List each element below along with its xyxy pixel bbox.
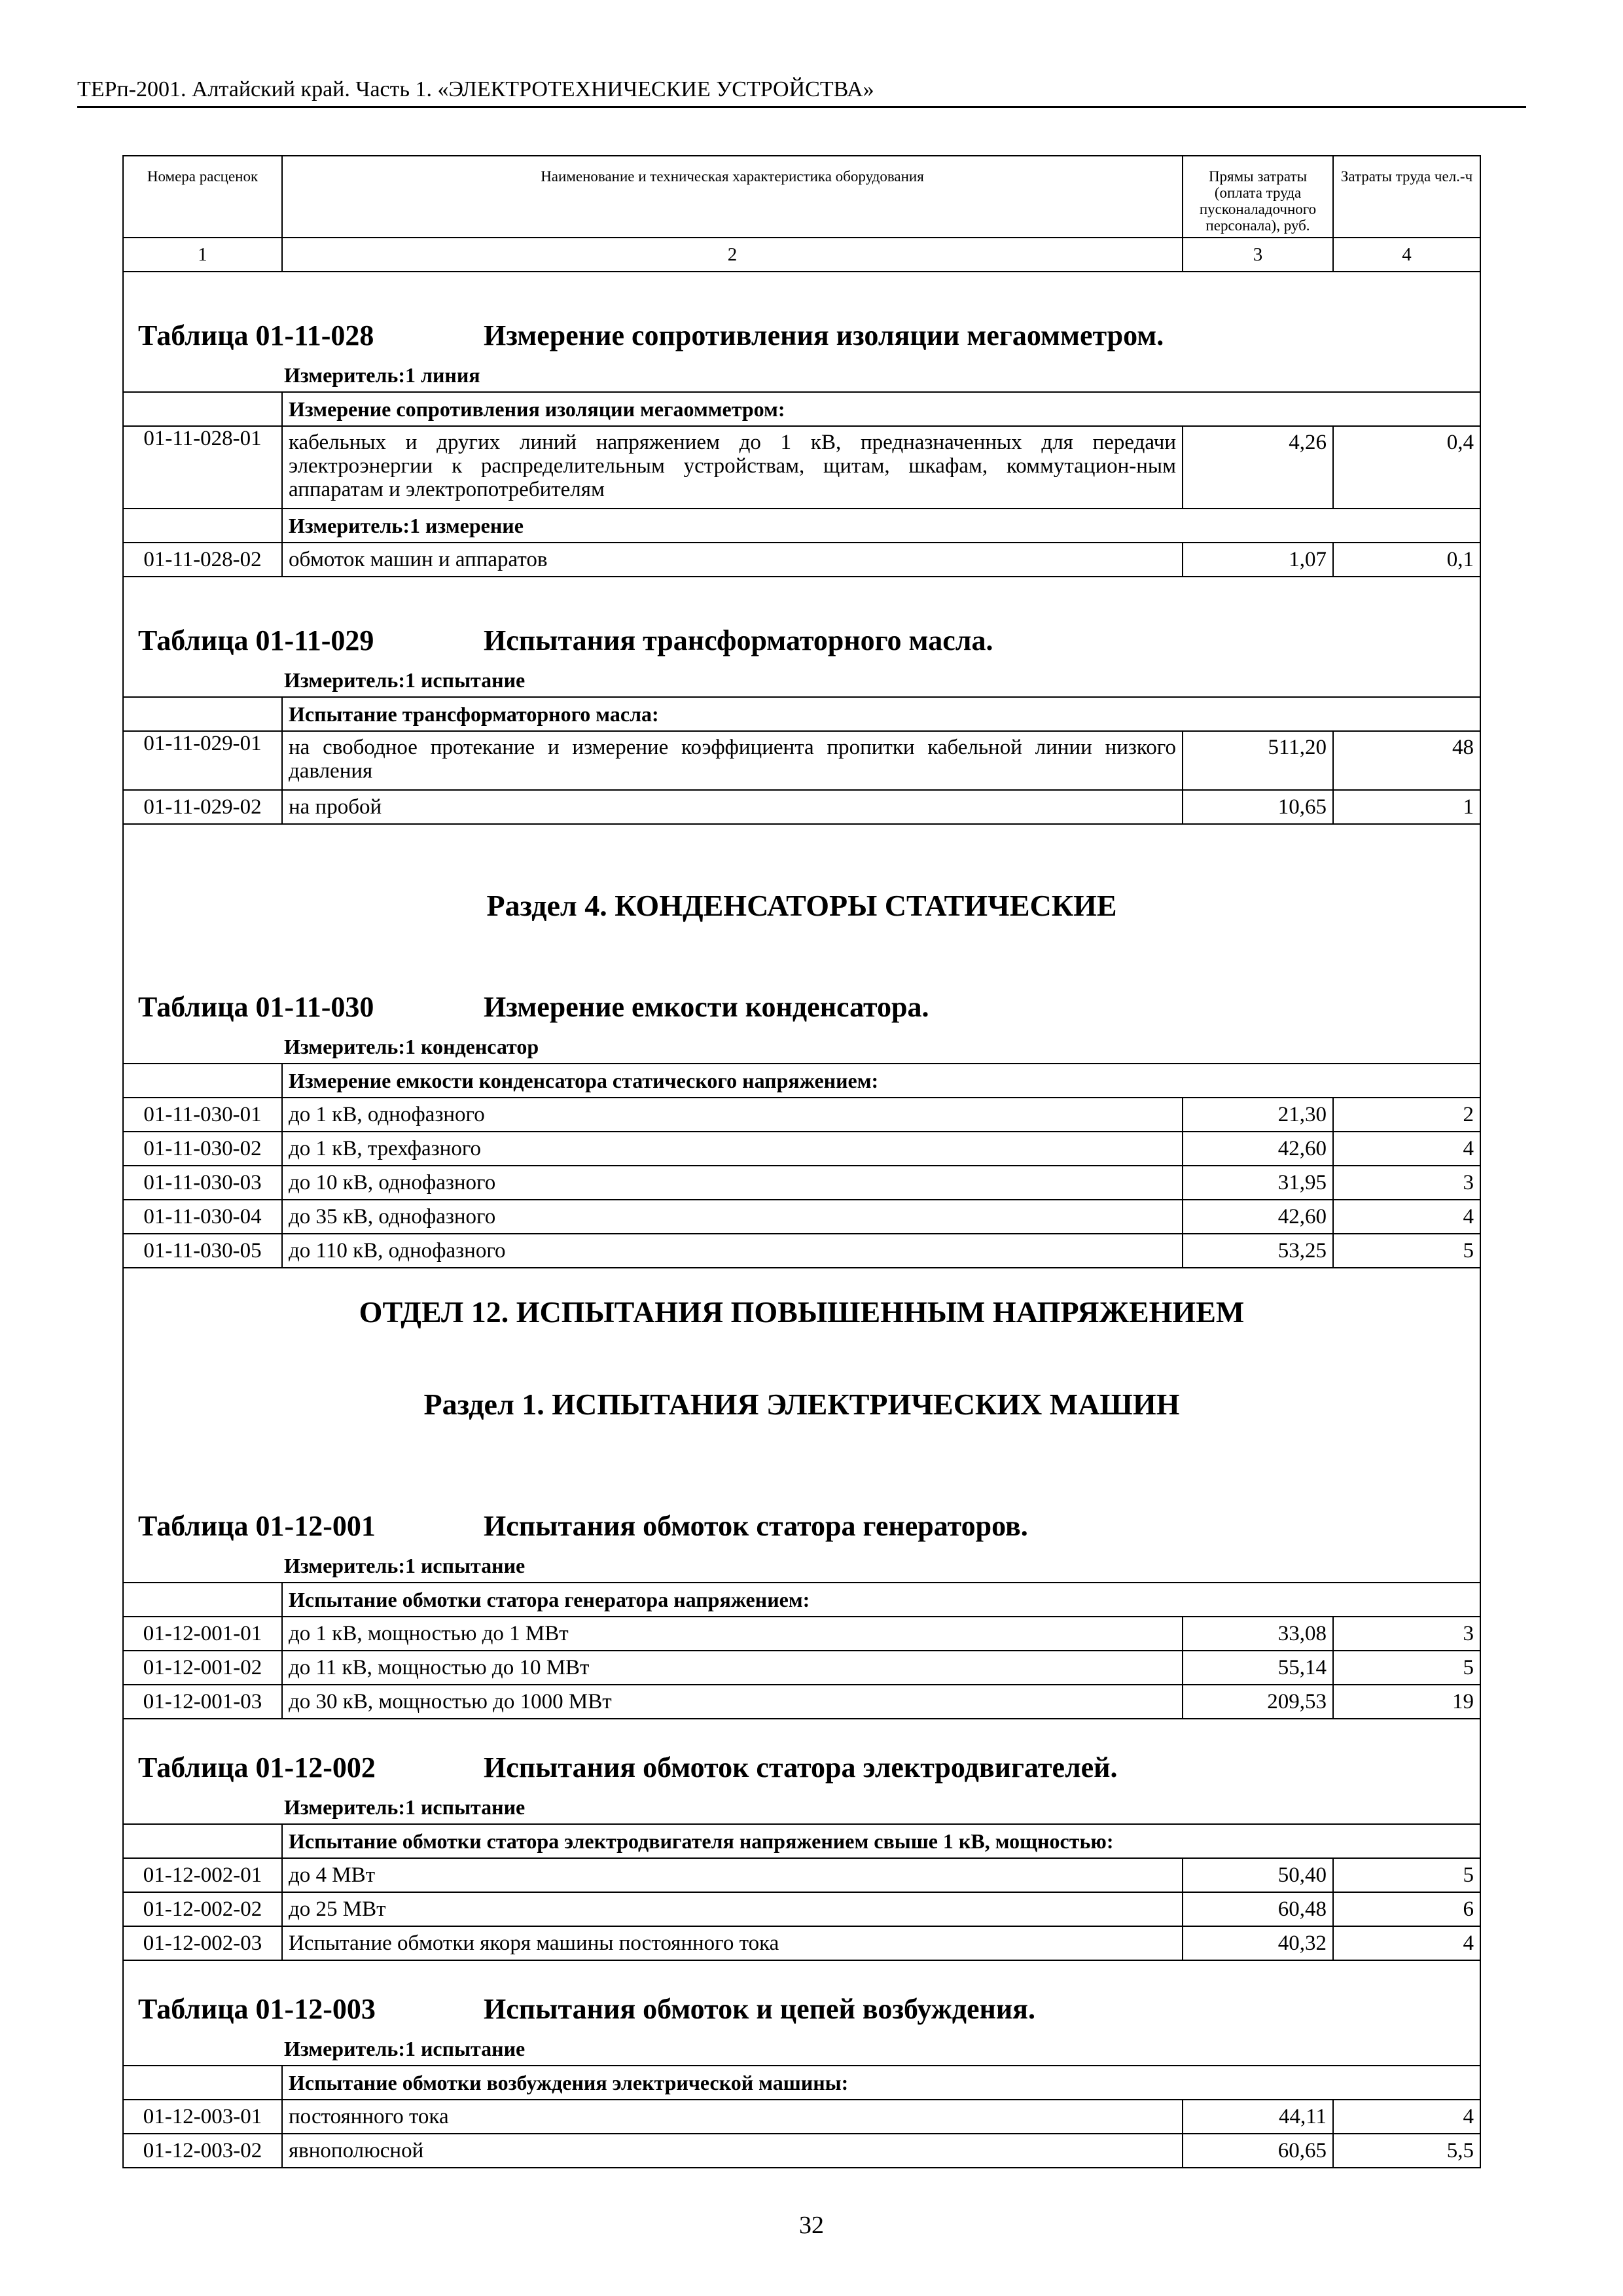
subheading-row [123, 392, 1480, 426]
table-title [138, 1509, 1465, 1543]
rate-description: до 4 МВт [282, 1858, 1183, 1892]
subheading-row [123, 697, 1480, 731]
rate-labor: 4 [1333, 1200, 1480, 1234]
rate-labor: 5 [1333, 1858, 1480, 1892]
rate-description: до 11 кВ, мощностью до 10 МВт [282, 1651, 1183, 1685]
table-row [123, 426, 1480, 509]
rate-description: до 35 кВ, однофазного [282, 1200, 1183, 1234]
rate-labor: 0,1 [1333, 543, 1480, 577]
rate-labor: 4 [1333, 1132, 1480, 1166]
rate-description: до 30 кВ, мощностью до 1000 МВт [282, 1685, 1183, 1719]
table-number: Таблица 01-12-002 [138, 1751, 376, 1784]
empty-cell [123, 1824, 282, 1858]
table-name: Измерение сопротивления изоляции мегаомметром. [484, 319, 1164, 351]
rate-code: 01-12-001-02 [123, 1651, 282, 1685]
subheading: Измерение сопротивления изоляции мегаомметром: [282, 392, 1480, 426]
subheading: Измерение емкости конденсатора статического напряжением: [282, 1064, 1480, 1098]
table-row [123, 1132, 1480, 1166]
rate-labor: 1 [1333, 790, 1480, 824]
column-header-labor-costs: Затраты труда чел.-ч [1333, 156, 1480, 238]
rate-price: 31,95 [1183, 1166, 1333, 1200]
rate-description: до 10 кВ, однофазного [282, 1166, 1183, 1200]
rate-description: постоянного тока [282, 2100, 1183, 2134]
rate-description: до 110 кВ, однофазного [282, 1234, 1183, 1268]
rate-labor: 3 [1333, 1166, 1480, 1200]
header-text: ТЕРп-2001. Алтайский край. Часть 1. «ЭЛЕКТРОТЕХНИЧЕСКИЕ УСТРОЙСТВА» [77, 77, 874, 101]
subheading: Испытание обмотки возбуждения электрической машины: [282, 2066, 1480, 2100]
table-title [138, 990, 1465, 1024]
measure-row [123, 1030, 1480, 1064]
empty-cell [123, 697, 282, 731]
measure-unit: Измеритель:1 испытание [123, 2032, 1480, 2066]
rate-labor: 5 [1333, 1234, 1480, 1268]
table-title-row [123, 1504, 1480, 1549]
table-title-row [123, 944, 1480, 1030]
rate-price: 10,65 [1183, 790, 1333, 824]
page-number: 32 [799, 2212, 824, 2239]
table-row [123, 1617, 1480, 1651]
measure-unit: Измеритель:1 измерение [282, 509, 1480, 543]
table-title-cell [123, 1719, 1480, 1791]
table-number: Таблица 01-11-030 [138, 991, 374, 1023]
rate-price: 1,07 [1183, 543, 1333, 577]
table-title-cell [123, 1960, 1480, 2032]
column-header-row [123, 156, 1480, 238]
rate-labor: 5,5 [1333, 2134, 1480, 2168]
column-number: 2 [282, 238, 1183, 272]
division-heading: ОТДЕЛ 12. ИСПЫТАНИЯ ПОВЫШЕННЫМ НАПРЯЖЕНИЕМ [359, 1295, 1245, 1329]
rate-description: до 1 кВ, мощностью до 1 МВт [282, 1617, 1183, 1651]
table-title-cell [123, 577, 1480, 664]
rate-price: 511,20 [1183, 731, 1333, 790]
measure-unit: Измеритель:1 линия [123, 359, 1480, 392]
table-row [123, 1166, 1480, 1200]
section-heading-cell [123, 824, 1480, 944]
table-title-row [123, 577, 1480, 664]
rate-description: Испытание обмотки якоря машины постоянного тока [282, 1926, 1183, 1960]
section-heading-row [123, 824, 1480, 944]
table-row [123, 543, 1480, 577]
table-title [138, 1992, 1465, 2026]
rate-price: 209,53 [1183, 1685, 1333, 1719]
subheading: Испытание трансформаторного масла: [282, 697, 1480, 731]
table-row [123, 2134, 1480, 2168]
table-row [123, 1685, 1480, 1719]
page-header [77, 73, 1526, 108]
measure-unit: Измеритель:1 испытание [123, 1549, 1480, 1583]
table-title-row [123, 272, 1480, 359]
rates-table-wrapper [122, 155, 1480, 2168]
table-row [123, 1892, 1480, 1926]
column-number: 4 [1333, 238, 1480, 272]
rate-description: кабельных и других линий напряжением до 1 кВ, предназначенных для передачи электроэнергии к распределительным устройствам, щитам, шкафам, коммутацион-ным аппаратам и электропотребителям [282, 426, 1183, 509]
rate-code: 01-11-030-03 [123, 1166, 282, 1200]
rate-price: 40,32 [1183, 1926, 1333, 1960]
rate-price: 33,08 [1183, 1617, 1333, 1651]
rate-price: 42,60 [1183, 1132, 1333, 1166]
table-row [123, 1926, 1480, 1960]
rate-labor: 4 [1333, 1926, 1480, 1960]
rate-price: 44,11 [1183, 2100, 1333, 2134]
table-row [123, 2100, 1480, 2134]
rate-labor: 19 [1333, 1685, 1480, 1719]
column-number-row [123, 238, 1480, 272]
rate-code: 01-12-002-02 [123, 1892, 282, 1926]
rate-code: 01-11-028-02 [123, 543, 282, 577]
table-row [123, 1858, 1480, 1892]
rate-labor: 3 [1333, 1617, 1480, 1651]
column-header-direct-costs: Прямы затраты (оплата труда пусконаладочного персонала), руб. [1183, 156, 1333, 238]
measure-row [123, 359, 1480, 392]
rate-labor: 6 [1333, 1892, 1480, 1926]
rate-code: 01-12-003-02 [123, 2134, 282, 2168]
table-title-cell [123, 272, 1480, 359]
table-row [123, 1098, 1480, 1132]
section-heading: Раздел 1. ИСПЫТАНИЯ ЭЛЕКТРИЧЕСКИХ МАШИН [423, 1388, 1180, 1421]
subheading-row [123, 1583, 1480, 1617]
table-name: Испытания обмоток статора электродвигателей. [484, 1751, 1118, 1784]
table-row [123, 790, 1480, 824]
rate-code: 01-12-002-01 [123, 1858, 282, 1892]
rate-price: 4,26 [1183, 426, 1333, 509]
rates-table [122, 155, 1481, 2168]
table-number: Таблица 01-12-003 [138, 1993, 376, 2025]
rate-description: до 1 кВ, трехфазного [282, 1132, 1183, 1166]
measure-row [123, 1791, 1480, 1824]
rate-code: 01-12-003-01 [123, 2100, 282, 2134]
column-number: 3 [1183, 238, 1333, 272]
rate-price: 60,65 [1183, 2134, 1333, 2168]
empty-cell [123, 509, 282, 543]
division-heading-cell [123, 1268, 1480, 1504]
rate-price: 60,48 [1183, 1892, 1333, 1926]
rate-labor: 0,4 [1333, 426, 1480, 509]
measure-unit: Измеритель:1 конденсатор [123, 1030, 1480, 1064]
measure-unit: Измеритель:1 испытание [123, 664, 1480, 697]
table-name: Испытания обмоток и цепей возбуждения. [484, 1993, 1035, 2025]
table-name: Испытания обмоток статора генераторов. [484, 1510, 1028, 1542]
subheading-row [123, 1824, 1480, 1858]
subheading: Испытание обмотки статора электродвигателя напряжением свыше 1 кВ, мощностью: [282, 1824, 1480, 1858]
empty-cell [123, 1064, 282, 1098]
rate-code: 01-12-001-03 [123, 1685, 282, 1719]
measure-row [123, 509, 1480, 543]
rate-code: 01-11-030-02 [123, 1132, 282, 1166]
rate-description: на пробой [282, 790, 1183, 824]
table-number: Таблица 01-11-028 [138, 319, 374, 351]
table-title [138, 1751, 1465, 1785]
table-title [138, 319, 1465, 353]
subheading-row [123, 1064, 1480, 1098]
rate-labor: 2 [1333, 1098, 1480, 1132]
rate-description: на свободное протекание и измерение коэффициента пропитки кабельной линии низкого давления [282, 731, 1183, 790]
table-title [138, 624, 1465, 658]
table-title-cell [123, 1504, 1480, 1549]
measure-row [123, 1549, 1480, 1583]
empty-cell [123, 2066, 282, 2100]
table-row [123, 1651, 1480, 1685]
column-number: 1 [123, 238, 282, 272]
rate-price: 42,60 [1183, 1200, 1333, 1234]
rate-code: 01-12-001-01 [123, 1617, 282, 1651]
rate-description: явнополюсной [282, 2134, 1183, 2168]
rate-code: 01-12-002-03 [123, 1926, 282, 1960]
rate-price: 50,40 [1183, 1858, 1333, 1892]
rate-description: до 25 МВт [282, 1892, 1183, 1926]
subheading: Испытание обмотки статора генератора напряжением: [282, 1583, 1480, 1617]
rate-code: 01-11-030-04 [123, 1200, 282, 1234]
rate-labor: 4 [1333, 2100, 1480, 2134]
column-header-codes: Номера расценок [123, 156, 282, 238]
rate-labor: 5 [1333, 1651, 1480, 1685]
rate-code: 01-11-030-05 [123, 1234, 282, 1268]
table-title-row [123, 1719, 1480, 1791]
empty-cell [123, 1583, 282, 1617]
measure-row [123, 2032, 1480, 2066]
section-heading: Раздел 4. КОНДЕНСАТОРЫ СТАТИЧЕСКИЕ [486, 889, 1117, 922]
rate-code: 01-11-028-01 [123, 426, 282, 509]
empty-cell [123, 392, 282, 426]
rate-price: 55,14 [1183, 1651, 1333, 1685]
table-title-row [123, 1960, 1480, 2032]
table-row [123, 731, 1480, 790]
table-title-cell [123, 944, 1480, 1030]
rate-description: до 1 кВ, однофазного [282, 1098, 1183, 1132]
table-number: Таблица 01-11-029 [138, 624, 374, 656]
rate-code: 01-11-029-01 [123, 731, 282, 790]
rate-description: обмоток машин и аппаратов [282, 543, 1183, 577]
measure-row [123, 664, 1480, 697]
table-name: Измерение емкости конденсатора. [484, 991, 929, 1023]
measure-unit: Измеритель:1 испытание [123, 1791, 1480, 1824]
rate-labor: 48 [1333, 731, 1480, 790]
rate-price: 21,30 [1183, 1098, 1333, 1132]
rate-code: 01-11-030-01 [123, 1098, 282, 1132]
division-heading-row [123, 1268, 1480, 1504]
table-number: Таблица 01-12-001 [138, 1510, 376, 1542]
table-row [123, 1234, 1480, 1268]
column-header-description: Наименование и техническая характеристика оборудования [282, 156, 1183, 238]
table-name: Испытания трансформаторного масла. [484, 624, 993, 656]
rate-price: 53,25 [1183, 1234, 1333, 1268]
table-row [123, 1200, 1480, 1234]
subheading-row [123, 2066, 1480, 2100]
rate-code: 01-11-029-02 [123, 790, 282, 824]
